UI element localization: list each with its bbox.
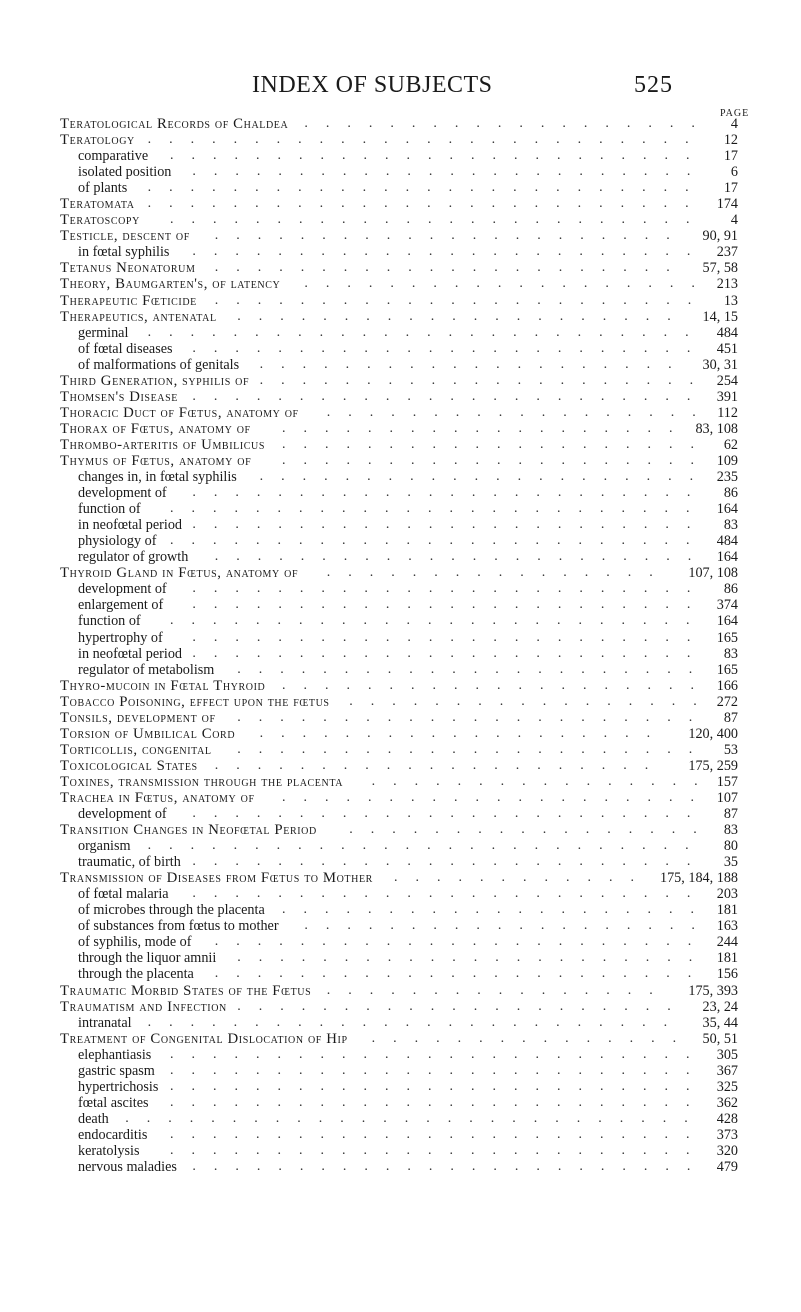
page-reference: 484 bbox=[716, 533, 738, 550]
index-entry bbox=[0, 918, 801, 934]
index-entry bbox=[0, 421, 801, 437]
page-reference: 62 bbox=[723, 436, 738, 453]
dot-leader: ........................ bbox=[192, 1159, 709, 1175]
index-heading: Tobacco Poisoning, effect upon the fœtus bbox=[60, 693, 330, 710]
index-heading: Toxines, transmission through the placenta bbox=[60, 773, 344, 790]
page-reference: 213 bbox=[716, 276, 738, 293]
index-subentry: development of bbox=[78, 485, 167, 502]
page-reference: 181 bbox=[716, 950, 738, 967]
index-entry bbox=[0, 934, 801, 950]
index-entry bbox=[0, 132, 801, 148]
dot-leader: ......................... bbox=[170, 1078, 708, 1094]
page-reference: 112 bbox=[717, 404, 738, 421]
dot-leader: ........................ bbox=[192, 645, 709, 661]
index-entry bbox=[0, 373, 801, 389]
index-heading: Theory, Baumgarten's, of latency bbox=[60, 276, 281, 293]
page-reference: 17 bbox=[723, 180, 738, 197]
page-reference: 83 bbox=[723, 822, 738, 839]
index-heading: Transmission of Diseases from Fœtus to Mother bbox=[60, 870, 373, 887]
dot-leader: ......................... bbox=[170, 212, 708, 228]
page-reference: 90, 91 bbox=[702, 228, 738, 245]
index-heading: Torticollis, congenital bbox=[60, 741, 212, 758]
index-heading: Thyro-mucoin in Fœtal Thyroid bbox=[60, 677, 266, 694]
index-entry bbox=[0, 437, 801, 453]
index-heading: Thoracic Duct of Fœtus, anatomy of bbox=[60, 404, 299, 421]
index-subentry: regulator of metabolism bbox=[78, 661, 215, 678]
dot-leader: ...................... bbox=[237, 709, 711, 725]
page-reference: 235 bbox=[716, 469, 738, 486]
index-subentry: of substances from fœtus to mother bbox=[78, 918, 279, 935]
page-reference: 165 bbox=[716, 629, 738, 646]
index-entry bbox=[0, 293, 801, 309]
index-entry bbox=[0, 983, 801, 999]
index-subentry: elephantiasis bbox=[78, 1046, 152, 1063]
page-reference: 367 bbox=[716, 1062, 738, 1079]
dot-leader: .................. bbox=[326, 404, 714, 420]
index-subentry: through the liquor amnii bbox=[78, 950, 217, 967]
index-entry bbox=[0, 501, 801, 517]
dot-leader: ................... bbox=[304, 918, 713, 934]
dot-leader: ........................ bbox=[192, 340, 709, 356]
page-reference: 484 bbox=[716, 324, 738, 341]
index-subentry: of plants bbox=[78, 180, 128, 197]
dot-leader: ........................ bbox=[192, 629, 709, 645]
index-subentry: gastric spasm bbox=[78, 1062, 155, 1079]
page-reference: 23, 24 bbox=[702, 998, 738, 1015]
dot-leader: .................... bbox=[282, 677, 712, 693]
index-entry bbox=[0, 276, 801, 292]
index-entry bbox=[0, 180, 801, 196]
page-reference: 30, 31 bbox=[702, 356, 738, 373]
page-reference: 166 bbox=[716, 677, 738, 694]
index-subentry: of fœtal diseases bbox=[78, 340, 173, 357]
dot-leader: .................... bbox=[282, 902, 712, 918]
dot-leader: ................ bbox=[371, 773, 716, 789]
index-entry bbox=[0, 694, 801, 710]
index-subentry: changes in, in fœtal syphilis bbox=[78, 469, 237, 486]
index-subentry: of malformations of genitals bbox=[78, 356, 240, 373]
dot-leader: ....................... bbox=[214, 549, 710, 565]
dot-leader: ......................... bbox=[170, 533, 708, 549]
index-heading: Trachea in Fœtus, anatomy of bbox=[60, 789, 255, 806]
index-entry bbox=[0, 453, 801, 469]
page-reference: 374 bbox=[716, 597, 738, 614]
page-reference: 254 bbox=[716, 372, 738, 389]
page-reference: 391 bbox=[716, 388, 738, 405]
dot-leader: ............ bbox=[394, 870, 652, 886]
index-subentry: keratolysis bbox=[78, 1143, 140, 1159]
index-entry bbox=[0, 1143, 801, 1159]
index-entry bbox=[0, 758, 801, 774]
index-entry bbox=[0, 870, 801, 886]
index-subentry: comparative bbox=[78, 148, 149, 165]
page-reference: 6 bbox=[730, 164, 738, 181]
dot-leader: ................... bbox=[304, 276, 713, 292]
dot-leader: ..................... bbox=[237, 308, 689, 324]
index-entry bbox=[0, 902, 801, 918]
index-entry bbox=[0, 116, 801, 132]
page-reference: 86 bbox=[723, 581, 738, 598]
page-reference: 272 bbox=[716, 693, 738, 710]
page-reference: 451 bbox=[716, 340, 738, 357]
index-heading: Teratological Records of Chaldea bbox=[60, 116, 289, 132]
index-subentry: development of bbox=[78, 806, 167, 823]
page-reference: 35, 44 bbox=[702, 1014, 738, 1031]
dot-leader: .......................... bbox=[147, 180, 707, 196]
page-reference: 86 bbox=[723, 485, 738, 502]
index-heading: Thomsen's Disease bbox=[60, 388, 178, 405]
index-entry bbox=[0, 469, 801, 485]
index-entry bbox=[0, 1095, 801, 1111]
index-entry bbox=[0, 726, 801, 742]
index-subentry: in fœtal syphilis bbox=[78, 244, 170, 261]
dot-leader: ........................ bbox=[192, 886, 709, 902]
dot-leader: ......................... bbox=[170, 1062, 708, 1078]
page-reference: 4 bbox=[730, 116, 738, 132]
page-reference: 175, 184, 188 bbox=[659, 870, 738, 887]
index-subentry: fœtal ascites bbox=[78, 1094, 149, 1111]
index-subentry: of syphilis, mode of bbox=[78, 934, 192, 951]
index-subentry: traumatic, of birth bbox=[78, 854, 181, 871]
index-entry bbox=[0, 597, 801, 613]
index-entry bbox=[0, 678, 801, 694]
dot-leader: .................... bbox=[282, 452, 712, 468]
dot-leader: .......................... bbox=[147, 838, 707, 854]
page-reference: 13 bbox=[723, 292, 738, 309]
index-heading: Thorax of Fœtus, anatomy of bbox=[60, 420, 251, 437]
dot-leader: ........................ bbox=[192, 517, 709, 533]
index-entry bbox=[0, 1127, 801, 1143]
index-subentry: through the placenta bbox=[78, 966, 194, 983]
dot-leader: ...................... bbox=[214, 228, 688, 244]
index-entry bbox=[0, 1111, 801, 1127]
page-reference: 362 bbox=[716, 1094, 738, 1111]
index-heading: Therapeutic Fœticide bbox=[60, 292, 197, 309]
page-number: 525 bbox=[634, 72, 673, 98]
dot-leader: ......................... bbox=[170, 501, 708, 517]
index-heading: Thymus of Fœtus, anatomy of bbox=[60, 452, 252, 469]
index-entry bbox=[0, 1047, 801, 1063]
dot-leader: ................ bbox=[326, 565, 671, 581]
dot-leader: ......................... bbox=[170, 1126, 708, 1142]
page-reference: 164 bbox=[716, 613, 738, 630]
page-reference: 157 bbox=[716, 773, 738, 790]
index-entry bbox=[0, 212, 801, 228]
index-subentry: hypertrichosis bbox=[78, 1078, 159, 1095]
page-reference: 83, 108 bbox=[695, 420, 738, 437]
index-entry bbox=[0, 646, 801, 662]
index-entry bbox=[0, 148, 801, 164]
page-reference: 320 bbox=[716, 1143, 738, 1159]
page-reference: 107, 108 bbox=[688, 565, 738, 582]
index-subentry: in neofœtal period bbox=[78, 645, 183, 662]
page-reference: 87 bbox=[723, 709, 738, 726]
page-reference: 305 bbox=[716, 1046, 738, 1063]
dot-leader: ........................ bbox=[192, 244, 709, 260]
dot-leader: ................. bbox=[349, 693, 715, 709]
page-header bbox=[0, 72, 801, 102]
page-reference: 156 bbox=[716, 966, 738, 983]
dot-leader: ................... bbox=[282, 420, 691, 436]
index-heading: Transition Changes in Neofœtal Period bbox=[60, 822, 317, 839]
index-entry bbox=[0, 533, 801, 549]
page-reference: 50, 51 bbox=[702, 1030, 738, 1047]
index-entry bbox=[0, 357, 801, 373]
dot-leader: ......................... bbox=[170, 148, 708, 164]
index-entry bbox=[0, 389, 801, 405]
dot-leader: ........................ bbox=[192, 388, 709, 404]
page-reference: 57, 58 bbox=[702, 260, 738, 277]
page-reference: 203 bbox=[716, 886, 738, 903]
dot-leader: ..................... bbox=[259, 469, 712, 485]
index-entry bbox=[0, 325, 801, 341]
index-entry bbox=[0, 565, 801, 581]
index-heading: Tonsils, development of bbox=[60, 709, 216, 726]
index-subentry: physiology of bbox=[78, 533, 157, 550]
index-entries bbox=[0, 116, 801, 1175]
index-entry bbox=[0, 613, 801, 629]
index-heading: Therapeutics, antenatal bbox=[60, 308, 217, 325]
index-subentry: endocarditis bbox=[78, 1126, 148, 1143]
index-entry bbox=[0, 950, 801, 966]
dot-leader: ......................... bbox=[170, 613, 708, 629]
dot-leader: ..................... bbox=[259, 372, 712, 388]
dot-leader: ................ bbox=[326, 982, 671, 998]
index-heading: Thrombo-arteritis of Umbilicus bbox=[60, 436, 266, 453]
index-subentry: enlargement of bbox=[78, 597, 164, 614]
dot-leader: ..................... bbox=[237, 998, 689, 1014]
dot-leader: ........................ bbox=[192, 485, 709, 501]
index-subentry: germinal bbox=[78, 324, 129, 341]
dot-leader: ............... bbox=[371, 1030, 695, 1046]
dot-leader: ................... bbox=[304, 116, 713, 131]
index-entry bbox=[0, 164, 801, 180]
page-reference: 14, 15 bbox=[702, 308, 738, 325]
page-reference: 83 bbox=[723, 517, 738, 534]
index-heading: Teratoscopy bbox=[60, 212, 140, 229]
dot-leader: ........................ bbox=[192, 581, 709, 597]
dot-leader: ..................... bbox=[214, 757, 667, 773]
index-entry bbox=[0, 742, 801, 758]
page-reference: 244 bbox=[716, 934, 738, 951]
index-entry bbox=[0, 854, 801, 870]
index-entry bbox=[0, 838, 801, 854]
index-subentry: death bbox=[78, 1110, 109, 1127]
page-reference: 325 bbox=[716, 1078, 738, 1095]
dot-leader: ......................... bbox=[147, 1014, 686, 1030]
index-entry bbox=[0, 1079, 801, 1095]
index-entry bbox=[0, 886, 801, 902]
page-reference: 174 bbox=[716, 196, 738, 213]
index-entry bbox=[0, 662, 801, 678]
dot-leader: .................... bbox=[259, 356, 690, 372]
page-reference: 164 bbox=[716, 549, 738, 566]
dot-leader: .................... bbox=[282, 789, 712, 805]
page-reference: 107 bbox=[716, 789, 738, 806]
index-subentry: function of bbox=[78, 501, 141, 518]
index-entry bbox=[0, 1015, 801, 1031]
page-reference: 12 bbox=[723, 132, 738, 149]
page-reference: 175, 393 bbox=[688, 982, 738, 999]
dot-leader: ................... bbox=[259, 725, 669, 741]
index-entry bbox=[0, 581, 801, 597]
page-reference: 373 bbox=[716, 1126, 738, 1143]
index-entry bbox=[0, 966, 801, 982]
index-subentry: nervous maladies bbox=[78, 1159, 177, 1176]
index-entry bbox=[0, 309, 801, 325]
dot-leader: ....................... bbox=[214, 292, 710, 308]
page-reference: 120, 400 bbox=[688, 725, 738, 742]
dot-leader: ........................ bbox=[192, 164, 709, 180]
index-entry bbox=[0, 405, 801, 421]
page-reference: 164 bbox=[716, 501, 738, 518]
index-entry bbox=[0, 228, 801, 244]
index-subentry: regulator of growth bbox=[78, 549, 189, 566]
index-entry bbox=[0, 341, 801, 357]
page-reference: 53 bbox=[723, 741, 738, 758]
index-subentry: function of bbox=[78, 613, 141, 630]
dot-leader: ........................ bbox=[192, 806, 709, 822]
index-subentry: isolated position bbox=[78, 164, 172, 181]
page-reference: 87 bbox=[723, 806, 738, 823]
page-reference: 109 bbox=[716, 452, 738, 469]
dot-leader: ......................... bbox=[170, 1143, 708, 1158]
dot-leader: ....................... bbox=[214, 934, 710, 950]
dot-leader: ........................... bbox=[125, 1110, 706, 1126]
page-column-label: PAGE bbox=[720, 108, 750, 119]
dot-leader: .......................... bbox=[147, 196, 707, 212]
index-entry bbox=[0, 244, 801, 260]
page-reference: 17 bbox=[723, 148, 738, 165]
index-entry bbox=[0, 806, 801, 822]
index-subentry: hypertrophy of bbox=[78, 629, 163, 646]
index-heading: Teratomata bbox=[60, 196, 135, 213]
index-entry bbox=[0, 999, 801, 1015]
index-entry bbox=[0, 774, 801, 790]
index-entry bbox=[0, 1063, 801, 1079]
page-reference: 181 bbox=[716, 902, 738, 919]
index-heading: Thyroid Gland in Fœtus, anatomy of bbox=[60, 565, 299, 582]
dot-leader: .................... bbox=[282, 436, 712, 452]
index-subentry: in neofœtal period bbox=[78, 517, 183, 534]
index-heading: Third Generation, syphilis of bbox=[60, 372, 250, 389]
dot-leader: ........................ bbox=[192, 854, 709, 870]
page-reference: 35 bbox=[723, 854, 738, 871]
index-subentry: development of bbox=[78, 581, 167, 598]
page-reference: 175, 259 bbox=[688, 757, 738, 774]
index-entry bbox=[0, 1031, 801, 1047]
dot-leader: .......................... bbox=[147, 324, 707, 340]
dot-leader: ................. bbox=[349, 822, 715, 838]
index-heading: Torsion of Umbilical Cord bbox=[60, 725, 236, 742]
index-subentry: of microbes through the placenta bbox=[78, 902, 265, 919]
page-reference: 80 bbox=[723, 838, 738, 855]
index-entry bbox=[0, 517, 801, 533]
index-heading: Traumatism and Infection bbox=[60, 998, 227, 1015]
dot-leader: ...................... bbox=[237, 661, 711, 677]
page-title: INDEX OF SUBJECTS bbox=[252, 72, 493, 98]
dot-leader: ......................... bbox=[170, 1094, 708, 1110]
index-heading: Treatment of Congenital Dislocation of Hip bbox=[60, 1030, 348, 1047]
page-reference: 479 bbox=[716, 1159, 738, 1176]
dot-leader: ...................... bbox=[237, 950, 711, 966]
index-heading: Traumatic Morbid States of the Fœtus bbox=[60, 982, 312, 999]
dot-leader: ...................... bbox=[237, 741, 711, 757]
index-entry bbox=[0, 549, 801, 565]
dot-leader: ....................... bbox=[214, 966, 710, 982]
index-heading: Testicle, descent of bbox=[60, 228, 190, 245]
dot-leader: .......................... bbox=[147, 132, 707, 148]
index-heading: Teratology bbox=[60, 132, 135, 149]
page-reference: 163 bbox=[716, 918, 738, 935]
page-reference: 165 bbox=[716, 661, 738, 678]
index-entry bbox=[0, 1159, 801, 1175]
page-reference: 4 bbox=[730, 212, 738, 229]
index-entry bbox=[0, 710, 801, 726]
index-entry bbox=[0, 485, 801, 501]
dot-leader: ...................... bbox=[214, 260, 688, 276]
dot-leader: ......................... bbox=[170, 1046, 708, 1062]
index-subentry: of fœtal malaria bbox=[78, 886, 169, 903]
page-reference: 237 bbox=[716, 244, 738, 261]
dot-leader: ........................ bbox=[192, 597, 709, 613]
page-reference: 428 bbox=[716, 1110, 738, 1127]
index-entry bbox=[0, 790, 801, 806]
index-subentry: intranatal bbox=[78, 1014, 132, 1031]
index-entry bbox=[0, 196, 801, 212]
index-subentry: organism bbox=[78, 838, 131, 855]
index-entry bbox=[0, 630, 801, 646]
index-entry bbox=[0, 260, 801, 276]
index-entry bbox=[0, 822, 801, 838]
page-reference: 83 bbox=[723, 645, 738, 662]
index-heading: Toxicological States bbox=[60, 757, 198, 774]
index-heading: Tetanus Neonatorum bbox=[60, 260, 196, 277]
